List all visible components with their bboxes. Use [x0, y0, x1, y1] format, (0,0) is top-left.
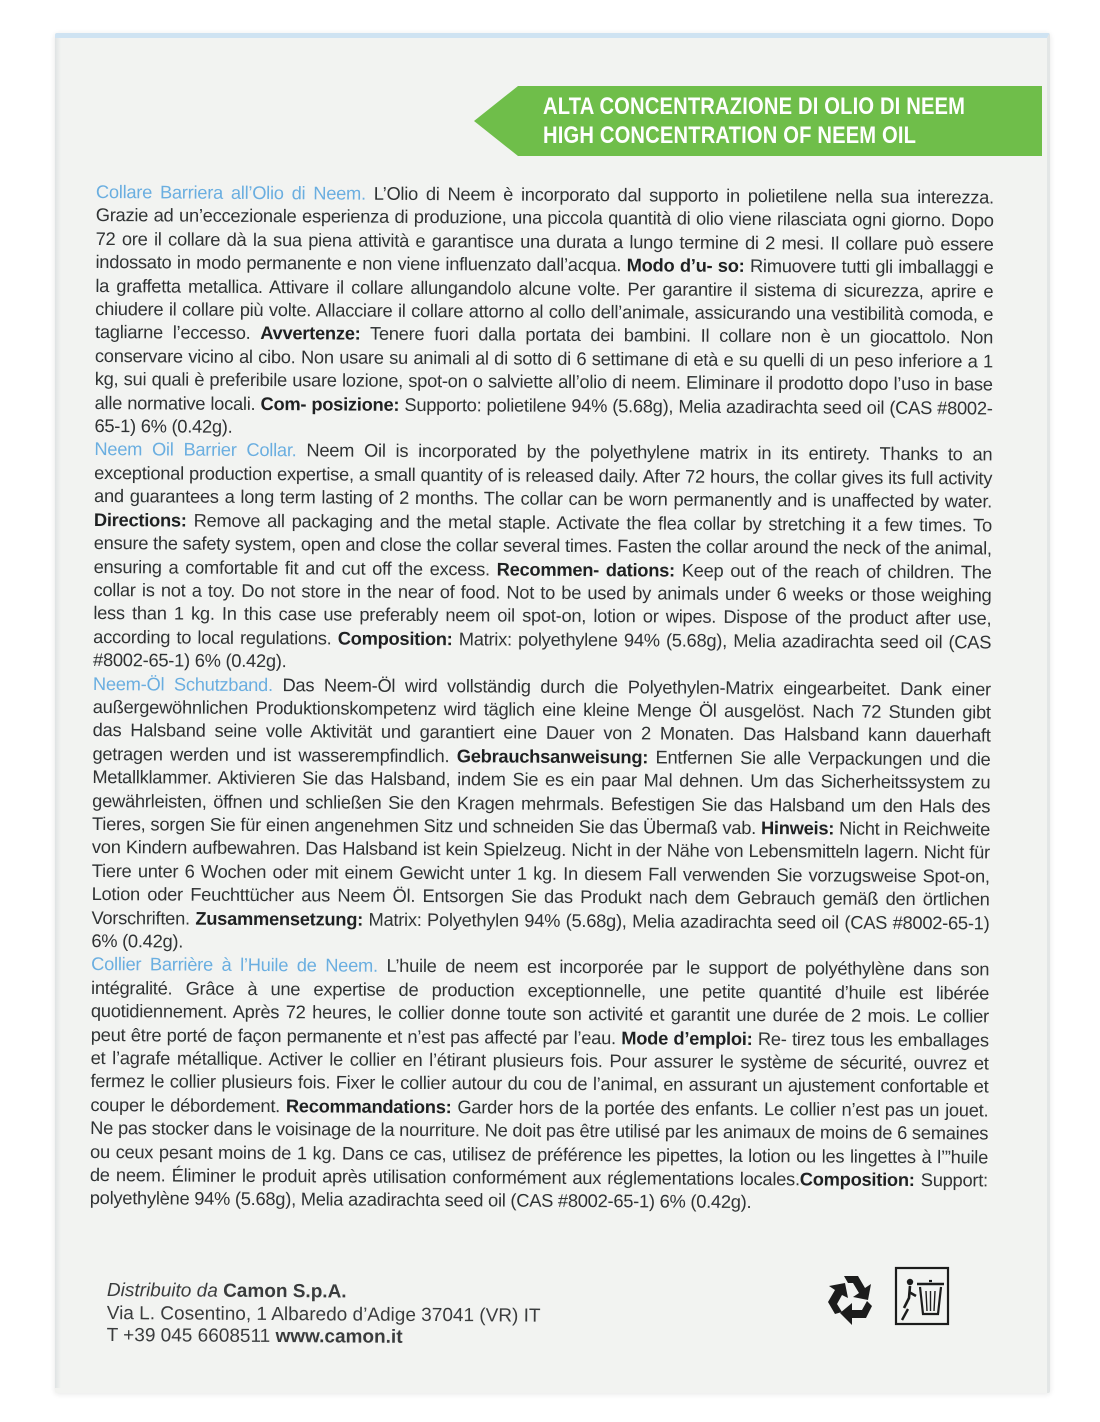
french-warnings-label: Recommandations:: [285, 1095, 452, 1118]
french-directions: Re- tirez tous les emballages et l’agrafe métallique. Activer le collier en l’étirant plusieurs fois. Pour assurer le système de sécurité, ouvrez et fermez le collier plusieurs fois. Fixer le collier autour du cou de l’animal, en assurant un ajustement confortable et couper le débordement.: [90, 1027, 989, 1117]
german-composition-label: Zusammensetzung:: [195, 907, 364, 930]
package-left-edge: [55, 38, 61, 1388]
french-intro: L’huile de neem est incorporée par le support de polyéthylène dans son intégralité. Grâce à une expertise de production exceptionnelle, une petite quantité d’huile est libérée quotidiennement. Après 72 heures, le collier donne toute son activité et garantit une durée de 2 mois. Le collier peut être porté de façon permanente et n’est pas affecté par l’eau.: [90, 955, 990, 1048]
banner-line-english: HIGH CONCENTRATION OF NEEM OIL: [543, 122, 917, 149]
english-composition: Matrix: polyethylene 94% (5.68g), Melia azadirachta seed oil (CAS #8002-65-1) 6% (0.42g).: [93, 627, 992, 672]
english-heading: Neem Oil Barrier Collar.: [94, 438, 297, 461]
french-section: [90, 952, 990, 1215]
english-warnings-label: Recommen- dations:: [496, 557, 676, 581]
french-warnings: Garder hors de la portée des enfants. Le collier n’est pas un jouet. Ne pas stocker dans le voisinage de la nourriture. Ne doit pas être utilisé par les animaux de moins de 6 semaines ou ceux pesant moins de 1 kg. Dans ce cas, utilisez de préférence les pipettes, la lotion ou les lingettes à l’”huile de neem. Éliminer le produit après utilisation conformément aux réglementations locales.: [89, 1096, 989, 1190]
company-website: www.camon.it: [275, 1326, 403, 1348]
distributor-info: [107, 1280, 667, 1351]
contact-line: [107, 1325, 667, 1351]
french-heading: Collier Barrière à l’Huile de Neem.: [91, 953, 378, 977]
german-directions-label: Gebrauchsanweisung:: [456, 744, 649, 768]
banner-line-italian: ALTA CONCENTRAZIONE DI OLIO DI NEEM: [543, 93, 966, 120]
banner-text: [543, 92, 966, 150]
italian-section: [94, 180, 994, 443]
disposal-icons: [818, 1262, 958, 1334]
english-directions: Remove all packaging and the metal staple. Activate the flea collar by stretching it a few times. To ensure the safety system, open and close the collar several times. Fasten the collar around the neck of the animal, ensuring a comfortable fit and cut off the excess.: [93, 509, 992, 579]
french-composition-label: Composition:: [799, 1168, 915, 1191]
german-heading: Neem-Öl Schutzband.: [92, 672, 273, 695]
german-warnings-label: Hinweis:: [760, 817, 835, 839]
french-composition: Support: polyethylène 94% (5.68g), Melia azadirachta seed oil (CAS #8002-65-1) 6% (0.42g).: [89, 1169, 988, 1213]
german-intro: Das Neem-Öl wird vollständig durch die Polyethylen-Matrix eingearbeitet. Dank einer außergewöhnlichen Produktionskompetenz wird täglich eine kleine Menge Öl ausgelöst. Nach 72 Stunden gibt das Halsband seine volle Aktivität und garantiert eine Dauer von 2 Monaten. Das Halsband kann dauerhaft getragen werden und ist wasserempfindlich.: [92, 673, 991, 766]
german-composition: Matrix: Polyethylen 94% (5.68g), Melia azadirachta seed oil (CAS #8002-65-1) 6% (0.42g).: [91, 908, 990, 952]
german-section: [91, 672, 991, 958]
italian-directions: Rimuovere tutti gli imballaggi e la graffetta metallica. Attivare il collare allungandolo alcune volte. Per garantire il sistema di sicurezza, aprire e chiudere il collare più volte. Allacciare il collare attorno al collo dell’animale, assicurando una vestibilità comoda, e tagliarne l’eccesso.: [95, 255, 994, 344]
german-warnings: Nicht in Reichweite von Kindern aufbewahren. Das Halsband ist kein Spielzeug. Nicht in der Nähe von Lebensmitteln lagern. Nicht für Tiere unter 6 Wochen oder mit einem Gewicht unter 1 kg. In diesem Fall verwenden Sie vorzugsweise Spot-on, Lotion oder Feuchttücher aus Neem Öl. Entsorgen Sie das Produkt nach dem Gebrauch gemäß den örtlichen Vorschriften.: [91, 817, 991, 929]
distributor-line: [107, 1280, 667, 1306]
english-composition-label: Composition:: [337, 627, 453, 649]
english-directions-label: Directions:: [93, 508, 187, 531]
italian-warnings: Tenere fuori dalla portata dei bambini. Il collare non è un giocattolo. Non conservare vicino al cibo. Non usare su animali al di sotto di 6 settimane di età e su quelli di un peso inferiore a 1 kg, sui quali è preferibile usare lozione, spot-on o salviette all’olio di neem. Eliminare il prodotto dopo l’uso in base alle normative locali.: [94, 323, 994, 414]
recycle-icon: [828, 1276, 872, 1325]
italian-warnings-label: Avvertenze:: [260, 322, 361, 345]
english-intro: Neem Oil is incorporated by the polyethylene matrix in its entirety. Thanks to an exceptional production expertise, a small quantity of is released daily. After 72 hours, the collar gives its full activity and guarantees a long term lasting of 2 months. The collar can be worn permanently and is unaffected by water.: [94, 439, 993, 512]
italian-intro: L’Olio di Neem è incorporato dal supporto in polietilene nella sua interezza. Grazie ad un’eccezionale esperienza di produzione, una piccola quantità di olio viene rilasciata ogni giorno. Dopo 72 ore il collare dà la sua piena attività e garantisce una durata a lungo termine di 2 mesi. Il collare può essere indossato in modo permanente e non viene influenzato dall’acqua.: [95, 182, 994, 276]
trash-bin-icon: [896, 1268, 948, 1324]
product-description: [90, 180, 994, 1215]
german-directions: Entfernen Sie alle Verpackungen und die Metallklammer. Aktivieren Sie das Halsband, indem Sie es ein paar Mal dehnen. Um das Sicherheitssystem zu gewährleisten, öffnen und schließen Sie den Kragen mehrmals. Befestigen Sie das Halsband um den Hals des Tieres, sorgen Sie für einen angenehmen Sitz und schneiden Sie das Übermaß vab.: [92, 746, 991, 839]
french-directions-label: Mode d’emploi:: [621, 1026, 753, 1049]
italian-composition: Supporto: polietilene 94% (5.68g), Melia azadirachta seed oil (CAS #8002-65-1) 6% (0.42g).: [94, 393, 993, 437]
company-address: Via L. Cosentino, 1 Albaredo d’Adige 37041 (VR) IT: [106, 1302, 541, 1327]
italian-directions-label: Modo d’u- so:: [626, 254, 745, 277]
italian-composition-label: Com- posizione:: [260, 392, 400, 415]
company-name: Camon S.p.A.: [223, 1280, 347, 1303]
company-phone: T +39 045 6608511: [106, 1324, 271, 1347]
italian-heading: Collare Barriera all’Olio di Neem.: [95, 180, 366, 204]
english-section: [93, 437, 992, 677]
english-warnings: Keep out of the reach of children. The collar is not a toy. Do not store in the near of food. Not to be used by animals under 6 weeks or those weighing less than 1 kg. In this case use preferably neem oil spot-on, lotion or wipes. Dispose of the product after use, according to local regulations.: [93, 559, 992, 649]
distributed-by-label: Distribuito da: [106, 1280, 218, 1302]
